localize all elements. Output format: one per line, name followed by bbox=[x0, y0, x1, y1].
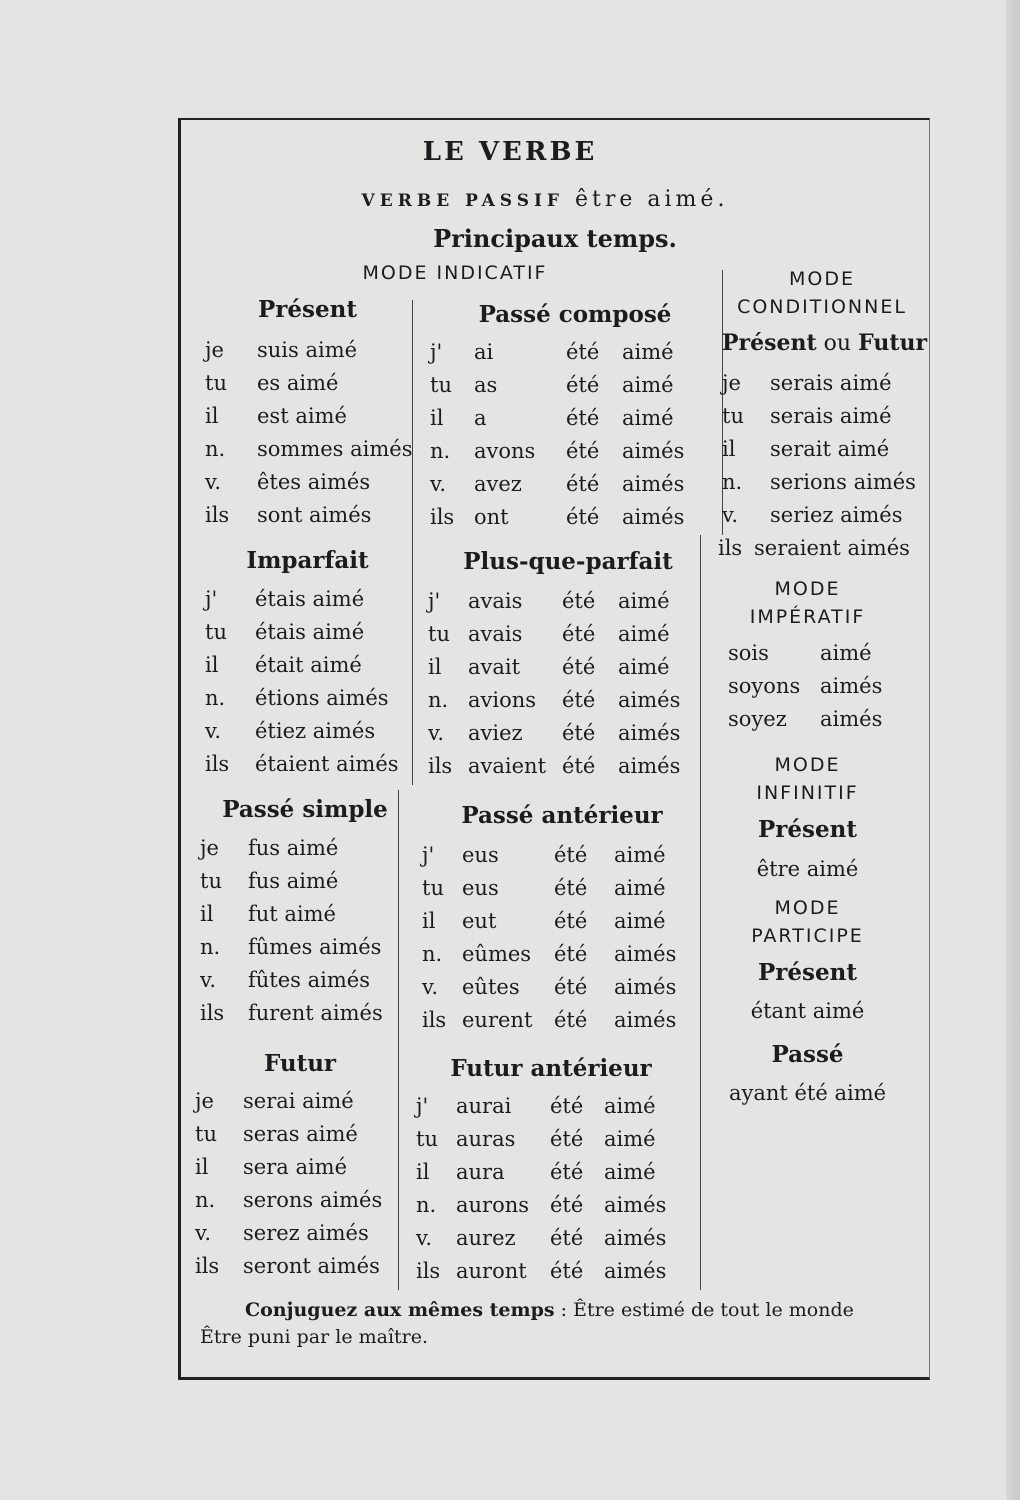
verb-form: avons bbox=[474, 439, 536, 463]
verb-form: serons aimés bbox=[243, 1188, 383, 1212]
pronoun: n. bbox=[428, 688, 449, 712]
pronoun: ils bbox=[416, 1259, 441, 1283]
pronoun: il bbox=[200, 902, 214, 926]
mode-participe-line1: MODE bbox=[774, 897, 841, 919]
verb-form: aimés bbox=[618, 754, 681, 778]
verb-form: été bbox=[550, 1193, 584, 1217]
verb-form: aimé bbox=[614, 909, 666, 933]
footer-line1-rest: : Être estimé de tout le monde bbox=[554, 1299, 854, 1321]
verb-form: aimé bbox=[622, 406, 674, 430]
verb-form: sommes aimés bbox=[257, 437, 413, 461]
pronoun: tu bbox=[205, 371, 227, 395]
subtitle-label: VERBE PASSIF bbox=[361, 191, 565, 211]
pronoun: il bbox=[430, 406, 444, 430]
verb-form: eurent bbox=[462, 1008, 533, 1032]
verb-form: suis aimé bbox=[257, 338, 358, 362]
verb-form: aurai bbox=[456, 1094, 512, 1118]
verb-form: été bbox=[554, 975, 588, 999]
pronoun: je bbox=[722, 371, 741, 395]
pronoun: j' bbox=[205, 587, 218, 611]
verb-form: serais aimé bbox=[770, 404, 892, 428]
pronoun: il bbox=[722, 437, 736, 461]
subtitle-verb: être aimé. bbox=[575, 187, 729, 212]
verb-form: été bbox=[554, 942, 588, 966]
mode-imperatif-line2: IMPÉRATIF bbox=[749, 606, 866, 628]
pronoun: je bbox=[195, 1089, 214, 1113]
page-title: LE VERBE bbox=[422, 137, 598, 167]
verb-form: furent aimés bbox=[248, 1001, 383, 1025]
tense-title-passe-anterieur: Passé antérieur bbox=[461, 802, 663, 829]
verb-form: aimés bbox=[604, 1193, 667, 1217]
verb-form: eus bbox=[462, 843, 499, 867]
verb-form: été bbox=[550, 1226, 584, 1250]
pronoun: tu bbox=[195, 1122, 217, 1146]
mode-conditionnel-line2: CONDITIONNEL bbox=[737, 296, 907, 318]
verb-form: été bbox=[554, 876, 588, 900]
verb-form: eûmes bbox=[462, 942, 532, 966]
participe-passe-title: Passé bbox=[771, 1041, 844, 1068]
participe-present-value: étant aimé bbox=[750, 999, 865, 1023]
verb-form: été bbox=[566, 406, 600, 430]
pronoun: tu bbox=[722, 404, 744, 428]
verb-form: serai aimé bbox=[243, 1089, 354, 1113]
verb-form: été bbox=[562, 688, 596, 712]
verb-form: aimé bbox=[614, 876, 666, 900]
verb-form: aimé bbox=[622, 373, 674, 397]
verb-form: aimé bbox=[614, 843, 666, 867]
verb-form: aimé bbox=[604, 1127, 656, 1151]
verb-form: ai bbox=[474, 340, 494, 364]
verb-form: ont bbox=[474, 505, 509, 529]
mode-conditionnel-line1: MODE bbox=[789, 268, 855, 290]
tense-title-present: Présent bbox=[258, 296, 357, 323]
pronoun: il bbox=[416, 1160, 430, 1184]
pronoun: n. bbox=[205, 686, 226, 710]
verb-form: êtes aimés bbox=[257, 470, 371, 494]
verb-form: été bbox=[566, 439, 600, 463]
mode-imperatif-line1: MODE bbox=[774, 578, 841, 600]
verb-form: aimés bbox=[604, 1226, 667, 1250]
verb-form: est aimé bbox=[257, 404, 347, 428]
participle: aimés bbox=[820, 707, 883, 731]
pronoun: v. bbox=[195, 1221, 212, 1245]
verb-form: eûtes bbox=[462, 975, 520, 999]
pronoun: il bbox=[205, 653, 219, 677]
verb-form: été bbox=[566, 472, 600, 496]
page-subtitle bbox=[0, 187, 1020, 212]
verb-form: seriez aimés bbox=[770, 503, 903, 527]
verb-form: eus bbox=[462, 876, 499, 900]
verb-form: seraient aimés bbox=[754, 536, 910, 560]
verb-form: été bbox=[566, 340, 600, 364]
pronoun: ils bbox=[718, 536, 743, 560]
pronoun: v. bbox=[200, 968, 217, 992]
verb-form: aimés bbox=[614, 942, 677, 966]
verb-form: avez bbox=[474, 472, 522, 496]
pronoun: il bbox=[195, 1155, 209, 1179]
pronoun: tu bbox=[430, 373, 452, 397]
verb-form: aimés bbox=[614, 975, 677, 999]
verb-form: aimé bbox=[618, 622, 670, 646]
verb-form: aimés bbox=[622, 472, 685, 496]
verb-form: fûtes aimés bbox=[248, 968, 370, 992]
participle: aimé bbox=[820, 641, 872, 665]
verb-form: aura bbox=[456, 1160, 505, 1184]
verb-form: aurez bbox=[456, 1226, 516, 1250]
tense-title-passe-simple: Passé simple bbox=[222, 796, 388, 823]
participe-present-title: Présent bbox=[758, 959, 857, 986]
verb-form: était aimé bbox=[255, 653, 362, 677]
participe-passe-value: ayant été aimé bbox=[728, 1081, 887, 1105]
verb-form: serez aimés bbox=[243, 1221, 369, 1245]
pronoun: n. bbox=[722, 470, 743, 494]
verb-form: fus aimé bbox=[248, 836, 339, 860]
pronoun: n. bbox=[195, 1188, 216, 1212]
verb-form: seront aimés bbox=[243, 1254, 380, 1278]
mode-infinitif-line1: MODE bbox=[774, 754, 841, 776]
verb-form: été bbox=[550, 1259, 584, 1283]
verb-form: été bbox=[550, 1094, 584, 1118]
divider-col1-lower bbox=[398, 790, 399, 1290]
pronoun: j' bbox=[422, 843, 435, 867]
verb-form: aimé bbox=[604, 1160, 656, 1184]
pronoun: j' bbox=[416, 1094, 429, 1118]
verb-form: avais bbox=[468, 589, 523, 613]
tense-title-futur-anterieur: Futur antérieur bbox=[450, 1055, 652, 1082]
footer-bold: Conjuguez aux mêmes temps bbox=[245, 1299, 555, 1321]
verb-form: sois bbox=[728, 641, 769, 665]
pronoun: tu bbox=[416, 1127, 438, 1151]
verb-form: auront bbox=[456, 1259, 527, 1283]
pronoun: v. bbox=[205, 470, 222, 494]
verb-form: aviez bbox=[468, 721, 523, 745]
verb-form: été bbox=[554, 909, 588, 933]
pronoun: ils bbox=[205, 503, 230, 527]
pronoun: tu bbox=[205, 620, 227, 644]
verb-form: eut bbox=[462, 909, 497, 933]
pronoun: je bbox=[205, 338, 224, 362]
verb-form: fut aimé bbox=[248, 902, 336, 926]
verb-form: étais aimé bbox=[255, 587, 365, 611]
pronoun: v. bbox=[430, 472, 447, 496]
verb-form: avait bbox=[468, 655, 521, 679]
verb-form: a bbox=[474, 406, 487, 430]
verb-form: serions aimés bbox=[770, 470, 916, 494]
conditionnel-tense-title bbox=[722, 330, 928, 356]
verb-form: étaient aimés bbox=[255, 752, 399, 776]
pronoun: v. bbox=[416, 1226, 433, 1250]
conditionnel-title-present: Présent bbox=[722, 330, 817, 356]
pronoun: n. bbox=[430, 439, 451, 463]
infinitif-present-title: Présent bbox=[758, 816, 857, 843]
pronoun: ils bbox=[195, 1254, 220, 1278]
pronoun: n. bbox=[422, 942, 443, 966]
verb-form: été bbox=[554, 843, 588, 867]
verb-form: sont aimés bbox=[257, 503, 372, 527]
pronoun: n. bbox=[205, 437, 226, 461]
verb-form: soyons bbox=[728, 674, 801, 698]
verb-form: étiez aimés bbox=[255, 719, 376, 743]
pronoun: ils bbox=[205, 752, 230, 776]
pronoun: il bbox=[428, 655, 442, 679]
pronoun: tu bbox=[428, 622, 450, 646]
pronoun: je bbox=[200, 836, 219, 860]
verb-form: seras aimé bbox=[243, 1122, 358, 1146]
verb-form: aurons bbox=[456, 1193, 530, 1217]
pronoun: ils bbox=[430, 505, 455, 529]
pronoun: v. bbox=[428, 721, 445, 745]
verb-form: aimés bbox=[622, 439, 685, 463]
tense-title-imparfait: Imparfait bbox=[246, 547, 369, 574]
verb-form: aimés bbox=[604, 1259, 667, 1283]
verb-form: été bbox=[562, 589, 596, 613]
pronoun: v. bbox=[722, 503, 739, 527]
pronoun: v. bbox=[205, 719, 222, 743]
verb-form: sera aimé bbox=[243, 1155, 348, 1179]
verb-form: été bbox=[562, 721, 596, 745]
footer-line2: Être puni par le maître. bbox=[200, 1326, 429, 1348]
verb-form: auras bbox=[456, 1127, 516, 1151]
verb-form: aimé bbox=[618, 655, 670, 679]
verb-form: es aimé bbox=[257, 371, 339, 395]
verb-form: été bbox=[562, 754, 596, 778]
pronoun: tu bbox=[422, 876, 444, 900]
pronoun: n. bbox=[200, 935, 221, 959]
mode-infinitif-line2: INFINITIF bbox=[756, 782, 859, 804]
verb-form: étais aimé bbox=[255, 620, 365, 644]
verb-form: avaient bbox=[468, 754, 547, 778]
verb-form: serais aimé bbox=[770, 371, 892, 395]
pronoun: ils bbox=[422, 1008, 447, 1032]
verb-form: aimés bbox=[618, 721, 681, 745]
verb-form: étions aimés bbox=[255, 686, 389, 710]
pronoun: il bbox=[205, 404, 219, 428]
verb-form: aimés bbox=[622, 505, 685, 529]
verb-form: été bbox=[554, 1008, 588, 1032]
pronoun: j' bbox=[430, 340, 443, 364]
verb-form: avais bbox=[468, 622, 523, 646]
tense-title-passe-compose: Passé composé bbox=[478, 301, 672, 328]
principal-tenses-heading: Principaux temps. bbox=[433, 224, 677, 253]
pronoun: il bbox=[422, 909, 436, 933]
verb-form: été bbox=[550, 1127, 584, 1151]
verb-form: fus aimé bbox=[248, 869, 339, 893]
verb-form: été bbox=[562, 655, 596, 679]
tense-title-futur: Futur bbox=[263, 1050, 337, 1077]
pronoun: ils bbox=[200, 1001, 225, 1025]
verb-form: aimé bbox=[618, 589, 670, 613]
pronoun: tu bbox=[200, 869, 222, 893]
divider-col1 bbox=[412, 300, 413, 785]
participle: aimés bbox=[820, 674, 883, 698]
verb-form: aimés bbox=[618, 688, 681, 712]
verb-form: aimé bbox=[604, 1094, 656, 1118]
footer-line1 bbox=[245, 1299, 854, 1321]
pronoun: j' bbox=[428, 589, 441, 613]
pronoun: n. bbox=[416, 1193, 437, 1217]
verb-form: soyez bbox=[728, 707, 787, 731]
infinitif-present-value: être aimé bbox=[756, 857, 859, 881]
pronoun: ils bbox=[428, 754, 453, 778]
verb-form: serait aimé bbox=[770, 437, 890, 461]
pronoun: v. bbox=[422, 975, 439, 999]
verb-form: été bbox=[566, 373, 600, 397]
mode-participe-line2: PARTICIPE bbox=[751, 925, 864, 947]
verb-form: été bbox=[550, 1160, 584, 1184]
verb-form: été bbox=[566, 505, 600, 529]
tense-title-plus-que-parfait: Plus-que-parfait bbox=[463, 548, 673, 575]
verb-form: aimé bbox=[622, 340, 674, 364]
verb-form: été bbox=[562, 622, 596, 646]
conditionnel-title-or: ou bbox=[823, 331, 852, 356]
verb-form: avions bbox=[468, 688, 537, 712]
verb-form: fûmes aimés bbox=[248, 935, 382, 959]
verb-form: aimés bbox=[614, 1008, 677, 1032]
verb-form: as bbox=[474, 373, 498, 397]
mode-indicatif-label: MODE INDICATIF bbox=[362, 262, 548, 284]
conditionnel-title-futur: Futur bbox=[858, 330, 928, 356]
